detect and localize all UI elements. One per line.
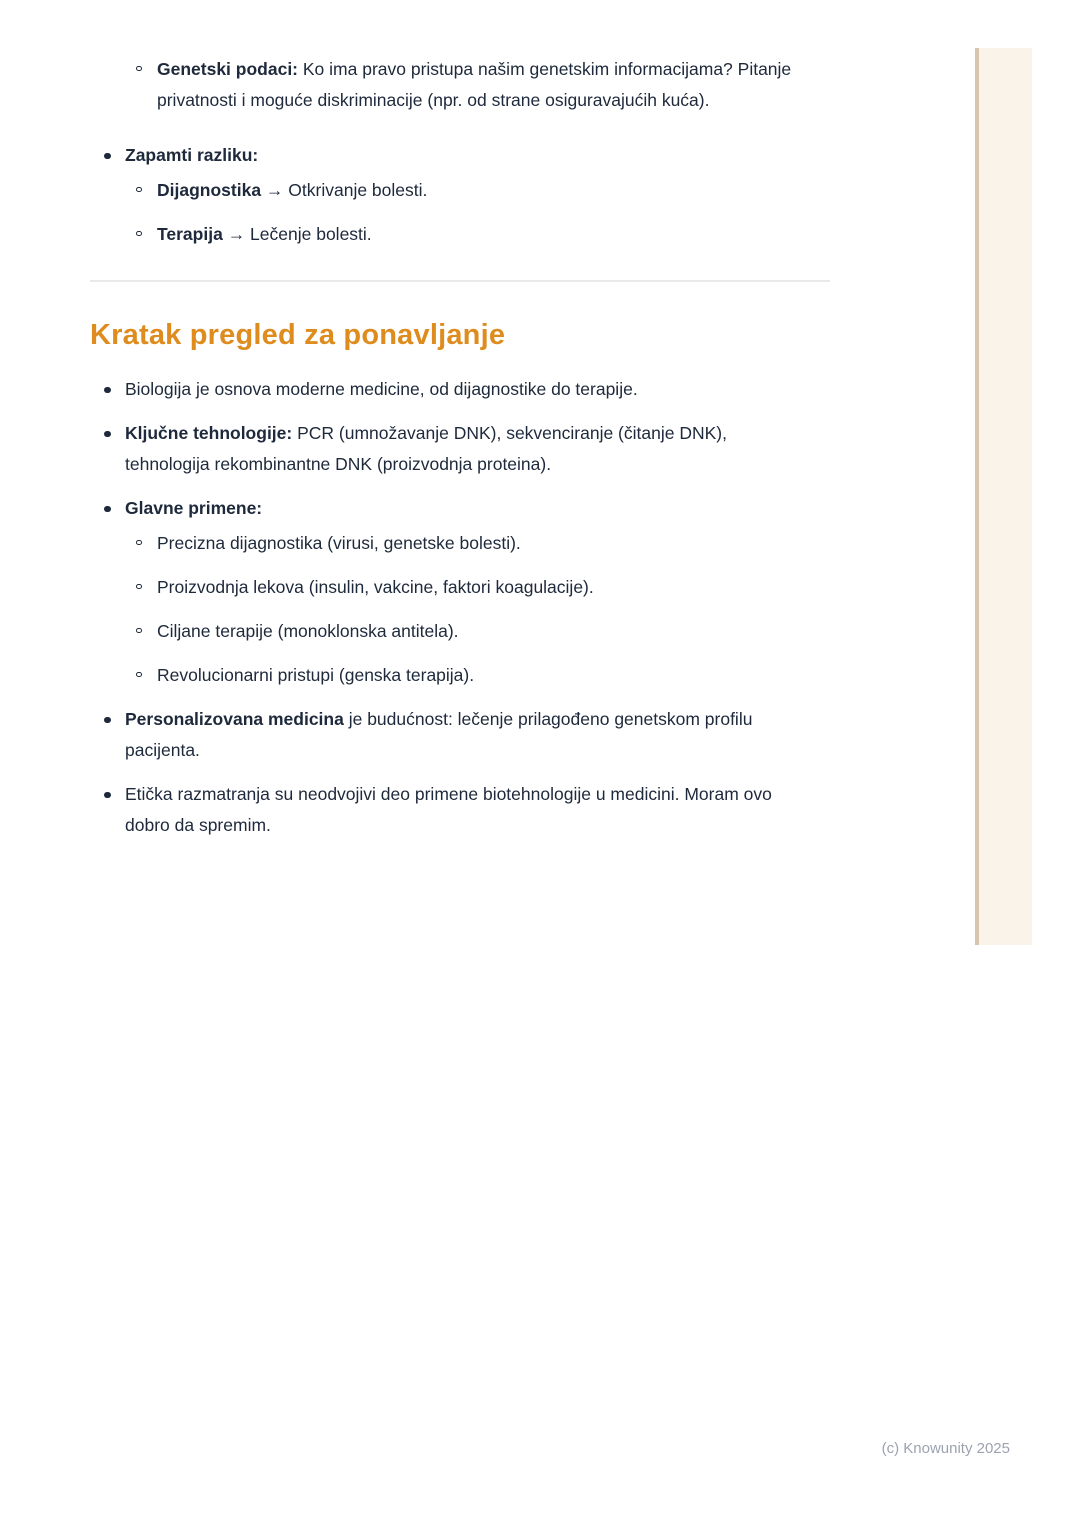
bold-lead: Zapamti razliku: [125, 145, 259, 165]
bullet-circle-icon [136, 66, 142, 72]
item-text: Revolucionarni pristupi (genska terapija). [157, 665, 475, 685]
bold-lead: Terapija [157, 224, 223, 244]
item-text: Proizvodnja lekova (insulin, vakcine, faktori koagulacije). [157, 577, 594, 597]
item-rest: → Otkrivanje bolesti. [261, 180, 428, 200]
item-rest: PCR (umnožavanje DNK), sekvenciranje (čitanje DNK), tehnologija rekombinantne DNK (proizvodnja proteina). [125, 423, 727, 474]
item-text: Ciljane terapije (monoklonska antitela). [157, 621, 459, 641]
document-body [90, 54, 832, 841]
bold-lead: Ključne tehnologije: [125, 423, 293, 443]
item-text [125, 493, 805, 524]
bullet-dot-icon [104, 431, 111, 438]
page-edge-ribbon [975, 48, 1032, 945]
bold-lead: Genetski podaci: [157, 59, 299, 79]
bullet-dot-icon [104, 792, 111, 799]
item-text: Etička razmatranja su neodvojivi deo primene biotehnologije u medicini. Moram ovo dobro da spremim. [125, 784, 772, 835]
bold-lead: Glavne primene: [125, 498, 263, 518]
list-item-therapy [125, 219, 832, 250]
list-item-main-applications [90, 493, 832, 691]
list-item-targeted-therapies [125, 616, 832, 647]
list-item-drug-production [125, 572, 832, 603]
section-heading-review: Kratak pregled za ponavljanje [90, 319, 506, 351]
item-text [157, 54, 799, 116]
item-text [157, 175, 832, 206]
item-text [125, 418, 805, 480]
review-summary-list [90, 374, 832, 841]
remember-sublist [125, 175, 832, 250]
list-item-precise-diagnostics [125, 528, 832, 559]
bullet-circle-icon [136, 540, 142, 546]
item-text: Precizna dijagnostika (virusi, genetske bolesti). [157, 533, 521, 553]
footer-copyright: (c) Knowunity 2025 [881, 1440, 1010, 1457]
bold-lead: Personalizovana medicina [125, 709, 344, 729]
item-text [125, 140, 805, 171]
list-item-key-technologies [90, 418, 832, 480]
list-item-biology-basis [90, 374, 832, 405]
list-item-genetic-data [90, 54, 832, 116]
bold-lead: Dijagnostika [157, 180, 262, 200]
item-text [125, 704, 805, 766]
list-item-revolutionary-approaches [125, 660, 832, 691]
item-rest: → Lečenje bolesti. [222, 224, 372, 244]
bullet-dot-icon [104, 717, 111, 724]
list-item-remember-difference [90, 140, 832, 250]
ethics-continuation-list [90, 54, 832, 250]
bullet-circle-icon [136, 231, 142, 237]
item-rest: je budućnost: lečenje prilagođeno genetskom profilu pacijenta. [125, 709, 753, 760]
bullet-circle-icon [136, 628, 142, 634]
bullet-circle-icon [136, 187, 142, 193]
section-divider [90, 280, 830, 282]
list-item-diagnostics [125, 175, 832, 206]
item-text [157, 219, 832, 250]
bullet-dot-icon [104, 153, 111, 160]
item-text: Biologija je osnova moderne medicine, od dijagnostike do terapije. [125, 379, 638, 399]
list-item-ethical-considerations [90, 779, 832, 841]
bullet-circle-icon [136, 672, 142, 678]
bullet-circle-icon [136, 584, 142, 590]
list-item-personalized-medicine [90, 704, 832, 766]
bullet-dot-icon [104, 387, 111, 394]
item-rest: Ko ima pravo pristupa našim genetskim informacijama? Pitanje privatnosti i moguće diskriminacije (npr. od strane osiguravajućih kuća). [157, 59, 792, 110]
applications-sublist [125, 528, 832, 691]
bullet-dot-icon [104, 506, 111, 513]
